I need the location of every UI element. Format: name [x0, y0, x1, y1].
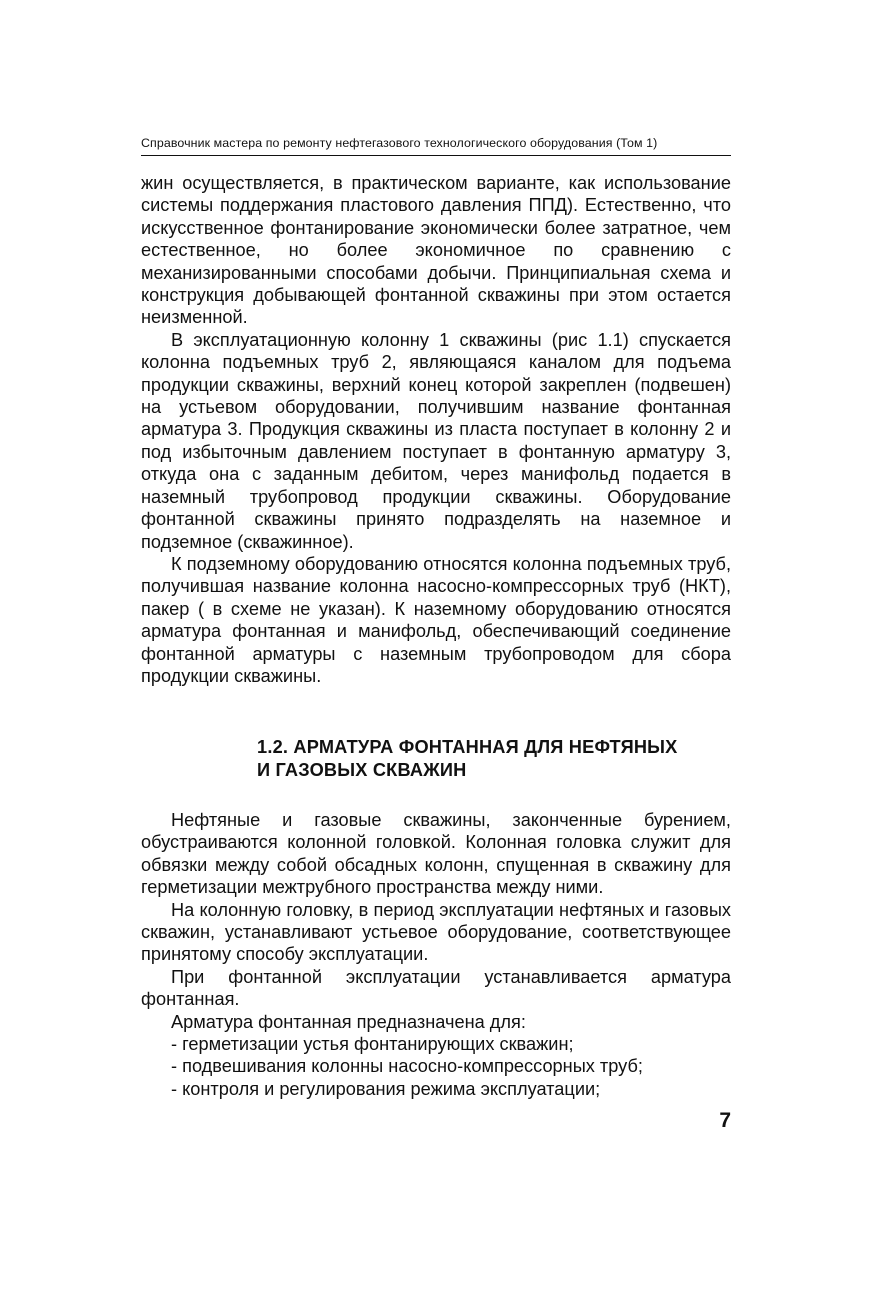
list-item: - герметизации устья фонтанирующих скважин;: [171, 1034, 574, 1055]
text-block-bottom: [141, 809, 731, 1100]
list-item: - контроля и регулирования режима эксплуатации;: [171, 1078, 601, 1099]
section-heading-line-2: И ГАЗОВЫХ СКВАЖИН: [257, 759, 467, 780]
paragraph-wellhead-equipment: На колонную головку, в период эксплуатации нефтяных и газовых скважин, устанавливают устьевое оборудование, соответствующее принятому способу эксплуатации.: [141, 899, 731, 965]
section-heading-line-1: 1.2. АРМАТУРА ФОНТАННАЯ ДЛЯ НЕФТЯНЫХ: [257, 737, 678, 757]
running-header: Справочник мастера по ремонту нефтегазового технологического оборудования (Том 1): [141, 136, 658, 150]
section-heading: [257, 736, 737, 781]
paragraph-casing-head: Нефтяные и газовые скважины, законченные бурением, обустраиваются колонной головкой. Колонная головка служит для обвязки между собой обсадных колонн, спущенная в скважину для герметизации межтрубного пространства между ними.: [141, 810, 731, 898]
paragraph-underground-equipment: К подземному оборудованию относятся колонна подъемных труб, получившая название колонна насосно-компрессорных труб (НКТ), пакер ( в схеме не указан). К наземному оборудованию относятся арматура фонтанная и манифольд, обеспечивающий соединение фонтанной арматуры с наземным трубопроводом для сбора продукции скважины.: [141, 553, 731, 686]
paragraph-flowing-operation: При фонтанной эксплуатации устанавливается арматура фонтанная.: [141, 966, 731, 1010]
paragraph-continuation: жин осуществляется, в практическом варианте, как использование системы поддержания пластового давления ППД). Естественно, что искусственное фонтанирование экономически более затратное, чем естественное, но более экономичное по сравнению с механизированными способами добычи. Принципиальная схема и конструкция добывающей фонтанной скважины при этом остается неизменной.: [141, 173, 731, 328]
text-block-top: [141, 172, 731, 687]
paragraph-production-column: В эксплуатационную колонну 1 скважины (рис 1.1) спускается колонна подъемных труб 2, являющаяся каналом для подъема продукции скважины, верхний конец которой закреплен (подвешен) на устьевом оборудовании, получившим название фонтанная арматура 3. Продукция скважины из пласта поступает в колонну 2 и под избыточным давлением поступает в фонтанную арматуру 3, откуда она с заданным дебитом, через манифольд подается в наземный трубопровод продукции скважины. Оборудование фонтанной скважины принято подразделять на наземное и подземное (скважинное).: [141, 329, 731, 552]
list-item: - подвешивания колонны насосно-компрессорных труб;: [171, 1056, 643, 1077]
paragraph-purpose-intro: Арматура фонтанная предназначена для:: [171, 1011, 526, 1032]
header-rule: [141, 155, 731, 156]
page-number: 7: [719, 1109, 731, 1132]
